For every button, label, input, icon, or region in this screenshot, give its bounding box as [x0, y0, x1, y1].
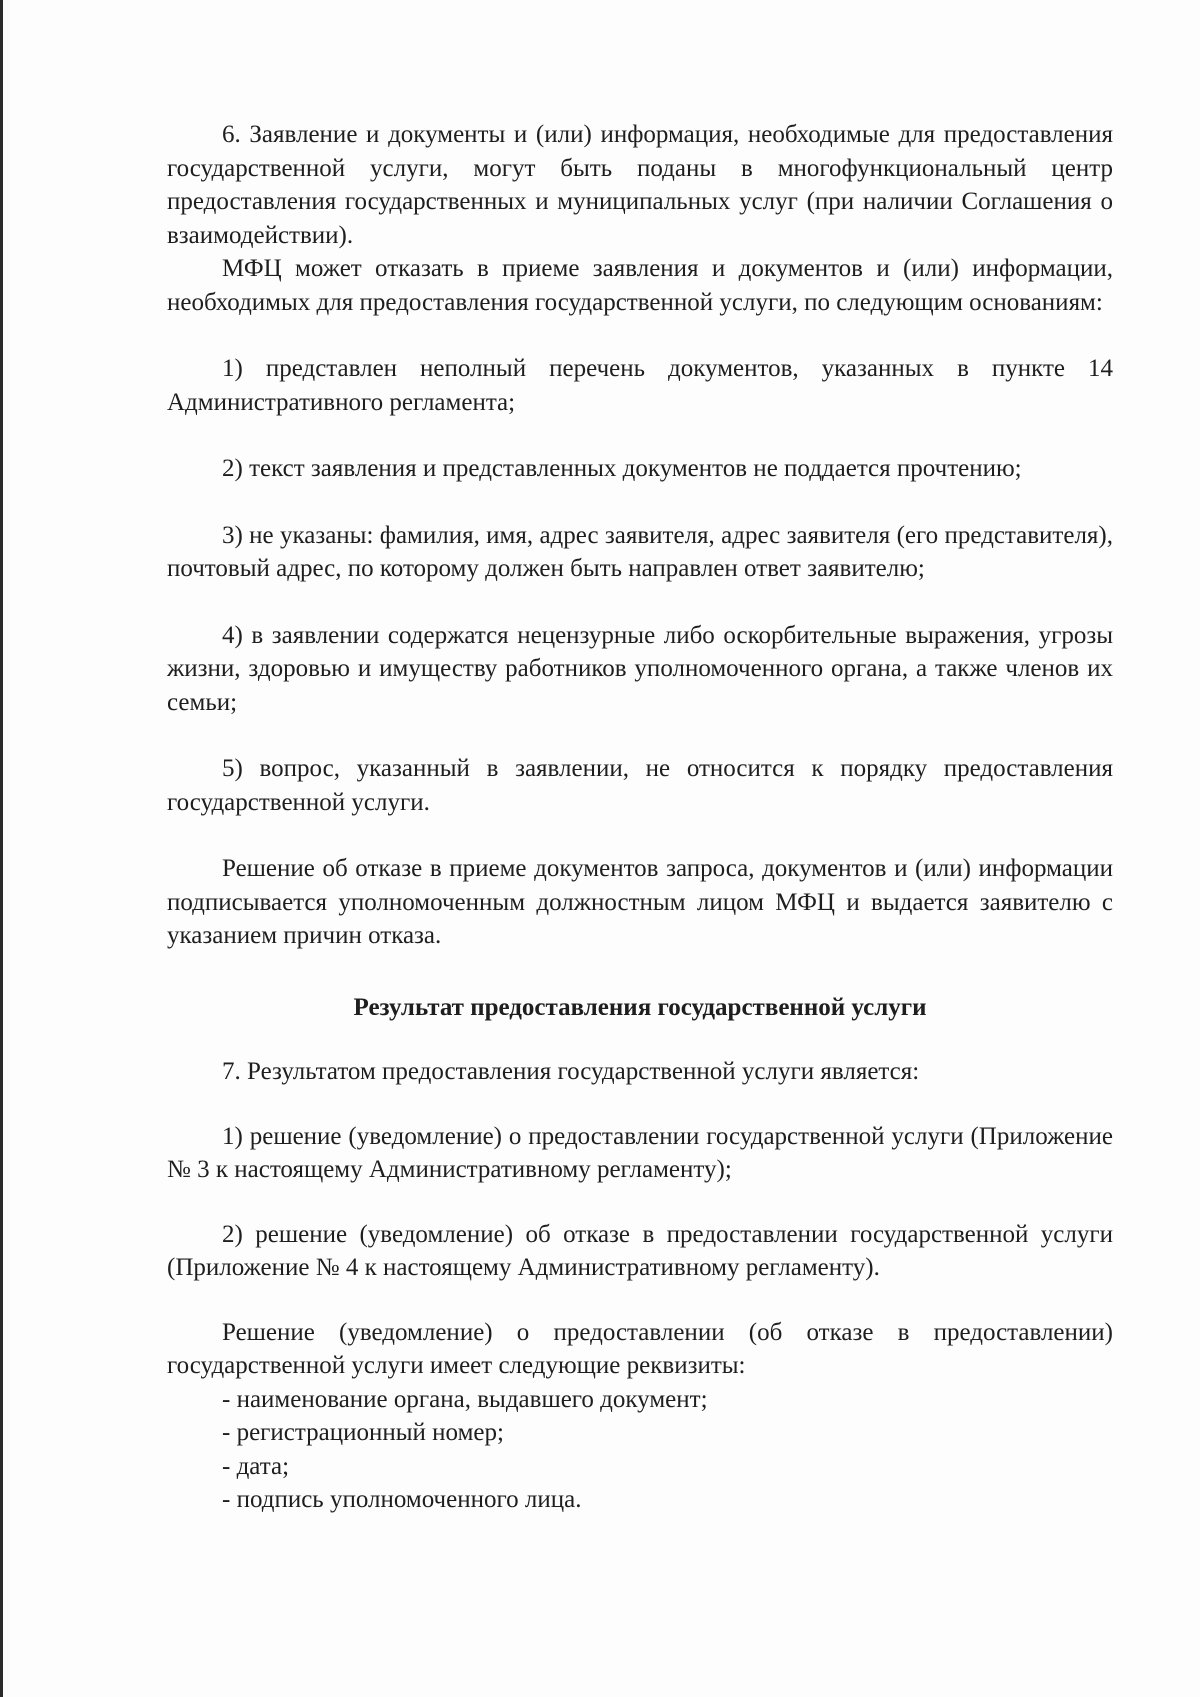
requisite-item: - регистрационный номер; [222, 1419, 504, 1446]
requisite-item: - дата; [222, 1452, 290, 1480]
requisite-item: - наименование органа, выдавшего документ; [222, 1385, 708, 1413]
refusal-ground-2: 2) текст заявления и представленных документов не поддается прочтению; [222, 455, 1022, 482]
refusal-ground-5: 5) вопрос, указанный в заявлении, не относится к порядку предоставления государственной услуги. [167, 755, 1113, 816]
result-item-2: 2) решение (уведомление) об отказе в предоставлении государственной услуги (Приложение № 4 к настоящему Административному регламенту). [167, 1220, 1113, 1281]
section-heading: Результат предоставления государственной услуги [353, 993, 927, 1021]
refusal-ground-3: 3) не указаны: фамилия, имя, адрес заявителя, адрес заявителя (его представителя), почтовый адрес, по которому должен быть направлен ответ заявителю; [167, 521, 1113, 582]
requisite-item: - подпись уполномоченного лица. [222, 1486, 582, 1513]
paragraph-refusal-decision: Решение об отказе в приеме документов запроса, документов и (или) информации подписывается уполномоченным должностным лицом МФЦ и выдается заявителю с указанием причин отказа. [167, 855, 1113, 949]
refusal-ground-1: 1) представлен неполный перечень документов, указанных в пункте 14 Административного регламента; [167, 355, 1113, 416]
refusal-ground-4: 4) в заявлении содержатся нецензурные либо оскорбительные выражения, угрозы жизни, здоровью и имуществу работников уполномоченного органа, а также членов их семьи; [167, 621, 1113, 716]
paragraph-result-intro: 7. Результатом предоставления государственной услуги является: [222, 1058, 920, 1085]
result-item-1: 1) решение (уведомление) о предоставлении государственной услуги (Приложение № 3 к настоящему Административному регламенту); [167, 1122, 1113, 1183]
paragraph-mfc-refusal-grounds: МФЦ может отказать в приеме заявления и документов и (или) информации, необходимых для предоставления государственной услуги, по следующим основаниям: [167, 255, 1113, 316]
scan-edge [0, 0, 3, 1697]
paragraph-requisites-intro: Решение (уведомление) о предоставлении (об отказе в предоставлении) государственной услуги имеет следующие реквизиты: [167, 1318, 1113, 1379]
paragraph-submission-mfc: 6. Заявление и документы и (или) информация, необходимые для предоставления государственной услуги, могут быть поданы в многофункциональный центр предоставления государственных и муниципальных услуг (при наличии Соглашения о взаимодействии). [167, 121, 1113, 249]
document-body [167, 118, 1113, 1517]
